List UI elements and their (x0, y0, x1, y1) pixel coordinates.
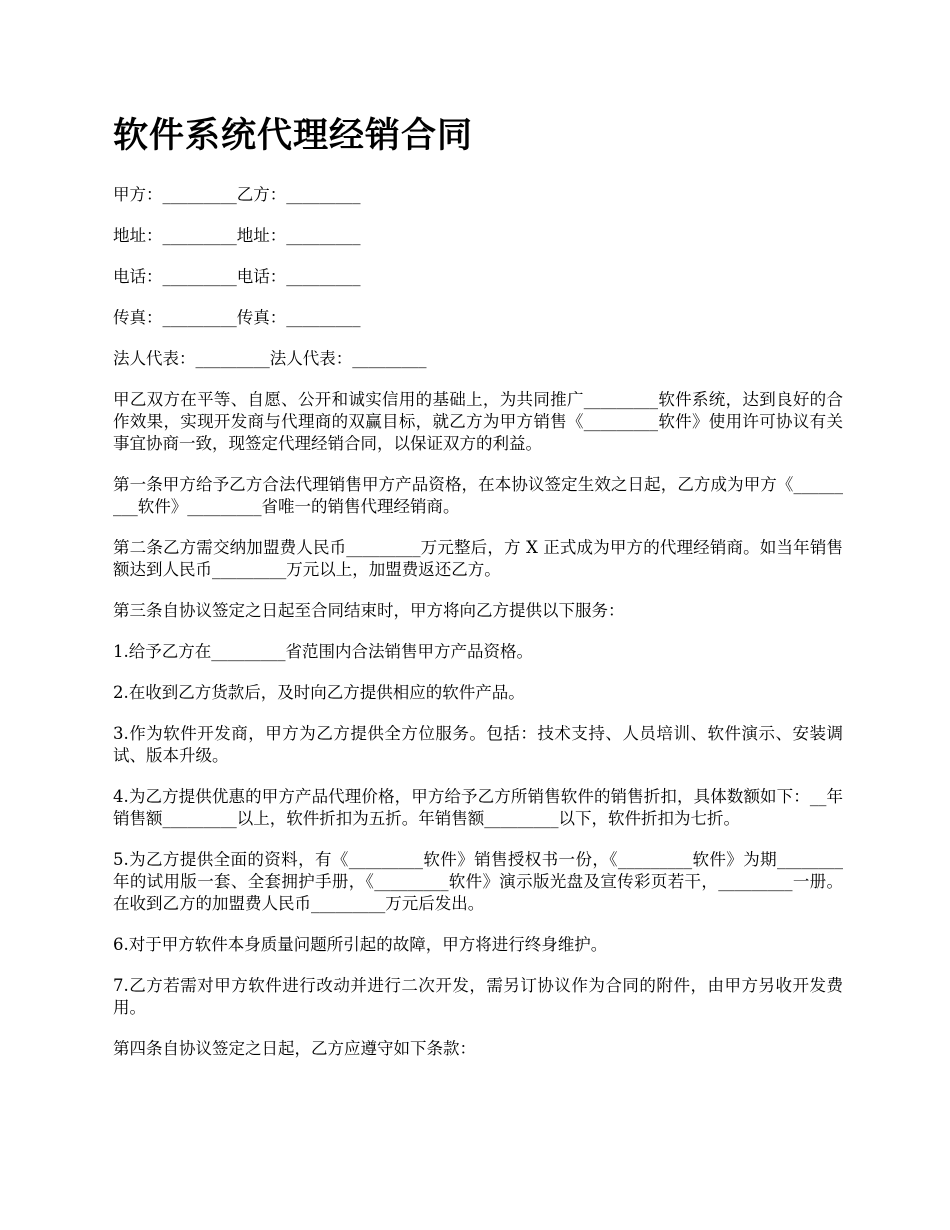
article-1: 第一条甲方给予乙方合法代理销售甲方产品资格，在本协议签定生效之日起，乙方成为甲方《_________软件》_________省唯一的销售代理经销商。 (113, 475, 843, 516)
service-item-3: 3.作为软件开发商，甲方为乙方提供全方位服务。包括：技术支持、人员培训、软件演示、安装调试、版本升级。 (113, 724, 843, 765)
address-line: 地址：_________地址：_________ (113, 226, 361, 245)
article-4: 第四条自协议签定之日起，乙方应遵守如下条款： (113, 1039, 476, 1058)
service-item-5: 5.为乙方提供全面的资料，有《_________软件》销售授权书一份，《_________软件》为期________年的试用版一套、全套拥护手册，《_________软件》演示版光盘及宣传彩页若干，_________一册。在收到乙方的加盟费人民币_________万元后发出。 (113, 850, 843, 913)
contract-page (113, 108, 843, 1079)
fax-line: 传真：_________传真：_________ (113, 308, 361, 327)
service-item-4: 4.为乙方提供优惠的甲方产品代理价格，甲方给予乙方所销售软件的销售折扣，具体数额如下：__年销售额_________以上，软件折扣为五折。年销售额_________以下，软件折扣为七折。 (113, 787, 843, 828)
preamble-paragraph: 甲乙双方在平等、自愿、公开和诚实信用的基础上，为共同推广_________软件系统，达到良好的合作效果，实现开发商与代理商的双赢目标，就乙方为甲方销售《_________软件》使用许可协议有关事宜协商一致，现签定代理经销合同，以保证双方的利益。 (113, 390, 843, 453)
service-item-6: 6.对于甲方软件本身质量问题所引起的故障，甲方将进行终身维护。 (113, 935, 608, 954)
phone-line: 电话：_________电话：_________ (113, 267, 361, 286)
document-title: 软件系统代理经销合同 (113, 116, 474, 156)
article-2: 第二条乙方需交纳加盟费人民币_________万元整后，方 X 正式成为甲方的代理经销商。如当年销售额达到人民币_________万元以上，加盟费返还乙方。 (113, 538, 843, 579)
legal-representative-line: 法人代表：_________法人代表：_________ (113, 349, 427, 368)
article-3: 第三条自协议签定之日起至合同结束时，甲方将向乙方提供以下服务： (113, 601, 625, 620)
service-item-2: 2.在收到乙方货款后，及时向乙方提供相应的软件产品。 (113, 683, 525, 702)
service-item-7: 7.乙方若需对甲方软件进行改动并进行二次开发，需另订协议作为合同的附件，由甲方另收开发费用。 (113, 976, 843, 1017)
party-line: 甲方：_________乙方：_________ (113, 185, 361, 204)
service-item-1: 1.给予乙方在_________省范围内合法销售甲方产品资格。 (113, 642, 533, 661)
